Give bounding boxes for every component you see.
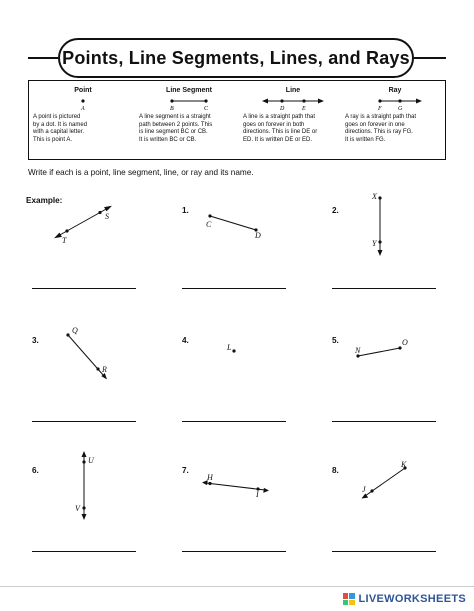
point-label: A bbox=[81, 106, 85, 112]
svg-text:I: I bbox=[256, 490, 259, 499]
svg-text:X: X bbox=[372, 192, 377, 201]
definition-heading: Point bbox=[74, 87, 92, 94]
svg-text:N: N bbox=[355, 346, 361, 355]
definition-text: A point is pictured by a dot. It is named with a capital letter. This is point A. bbox=[33, 114, 88, 143]
svg-text:G: G bbox=[398, 106, 403, 112]
question-label-6: 6. bbox=[32, 466, 39, 475]
svg-text:H: H bbox=[207, 473, 213, 482]
answer-line-4[interactable] bbox=[182, 421, 286, 422]
svg-text:B: B bbox=[170, 106, 174, 112]
svg-text:V: V bbox=[75, 504, 80, 513]
svg-text:E: E bbox=[302, 106, 306, 112]
question-label-7: 7. bbox=[182, 466, 189, 475]
question-label-3: 3. bbox=[32, 336, 39, 345]
question-label-1: 1. bbox=[182, 206, 189, 215]
question-label-8: 8. bbox=[332, 466, 339, 475]
svg-text:O: O bbox=[402, 338, 408, 347]
definition-text: A line is a straight path that goes on forever in both directions. This is line DE or ED. It is written DE or ED. bbox=[243, 114, 318, 143]
question-label-example: Example: bbox=[26, 196, 63, 205]
svg-text:K: K bbox=[401, 460, 407, 469]
liveworksheets-logo-icon bbox=[343, 593, 355, 605]
definition-heading: Line bbox=[285, 87, 301, 94]
definition-text: A line segment is a straight path between 2 points. This is line segment BC or CB. It is written BC or CB. bbox=[139, 114, 213, 143]
definition-heading: Ray bbox=[388, 87, 402, 94]
footer-divider bbox=[0, 586, 474, 587]
liveworksheets-brand: LIVEWORKSHEETS bbox=[358, 593, 466, 605]
svg-text:D: D bbox=[280, 106, 285, 112]
svg-text:J: J bbox=[362, 485, 366, 494]
answer-line-2[interactable] bbox=[332, 288, 436, 289]
figure-3-ray bbox=[66, 326, 107, 380]
question-label-5: 5. bbox=[332, 336, 339, 345]
svg-text:Q: Q bbox=[72, 326, 78, 335]
figure-4-point bbox=[226, 343, 236, 353]
answer-line-6[interactable] bbox=[32, 551, 136, 552]
answer-line-8[interactable] bbox=[332, 551, 436, 552]
answer-line-7[interactable] bbox=[182, 551, 286, 552]
svg-text:S: S bbox=[105, 212, 109, 221]
svg-text:C: C bbox=[204, 106, 209, 112]
question-label-4: 4. bbox=[182, 336, 189, 345]
definition-text: A ray is a straight path that goes on forever in one directions. This is ray FG. It is written FG. bbox=[345, 114, 417, 143]
answer-line-1[interactable] bbox=[182, 288, 286, 289]
svg-text:R: R bbox=[102, 365, 107, 374]
answer-line-3[interactable] bbox=[32, 421, 136, 422]
figure-example-line bbox=[54, 206, 112, 245]
footer bbox=[0, 586, 474, 611]
svg-text:T: T bbox=[62, 236, 67, 245]
liveworksheets-logo[interactable] bbox=[343, 593, 467, 605]
svg-text:Y: Y bbox=[372, 239, 377, 248]
svg-text:F: F bbox=[378, 106, 382, 112]
definition-heading: Line Segment bbox=[166, 87, 212, 94]
figure-7-line bbox=[202, 473, 269, 499]
answer-line-5[interactable] bbox=[332, 421, 436, 422]
svg-text:U: U bbox=[88, 456, 94, 465]
answer-line-example[interactable] bbox=[32, 288, 136, 289]
instruction-text: Write if each is a point, line segment, line, or ray and its name. bbox=[28, 168, 254, 177]
svg-text:D: D bbox=[255, 231, 261, 240]
figure-6-line bbox=[75, 451, 95, 520]
question-label-2: 2. bbox=[332, 206, 339, 215]
figure-2-ray bbox=[371, 192, 383, 256]
figure-8-ray bbox=[362, 460, 408, 499]
svg-text:C: C bbox=[206, 220, 212, 229]
figure-5-line-segment bbox=[354, 338, 408, 358]
page-title: Points, Line Segments, Lines, and Rays bbox=[58, 38, 414, 78]
figure-1-line-segment bbox=[206, 214, 261, 240]
svg-text:L: L bbox=[227, 343, 232, 352]
